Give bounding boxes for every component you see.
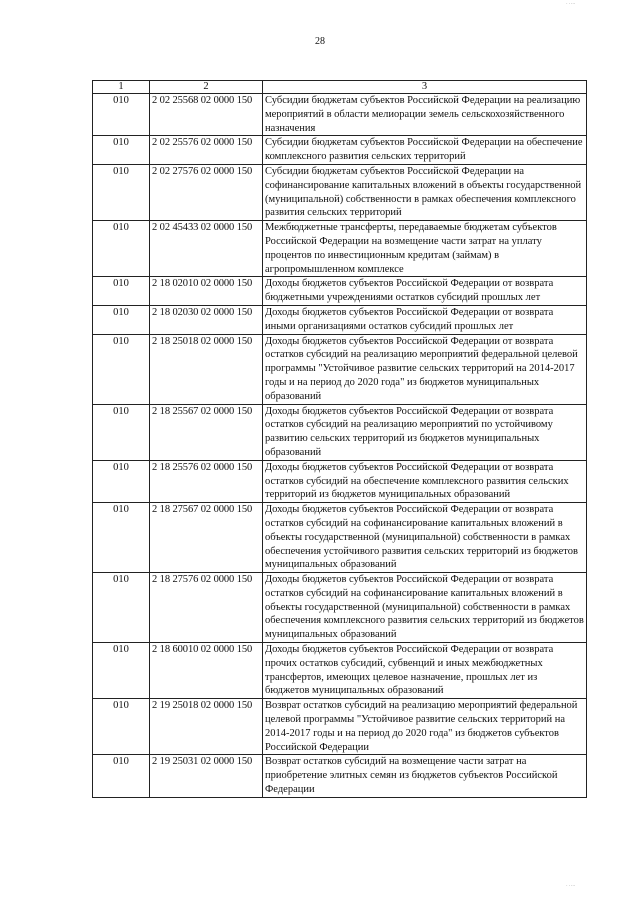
revenue-name-cell: Межбюджетные трансферты, передаваемые бюджетам субъектов Российской Федерации на возмещение части затрат на уплату процентов по инвестиционным кредитам (займам) в агропромышленном комплексе <box>263 221 587 277</box>
table-row <box>93 503 587 573</box>
table-body <box>93 94 587 798</box>
table-row <box>93 164 587 220</box>
table-row <box>93 221 587 277</box>
column-header-2: 2 <box>150 81 263 94</box>
scan-corner-mark-bottom: · ···· <box>566 884 576 889</box>
table-row <box>93 573 587 643</box>
budget-code-cell: 2 18 25018 02 0000 150 <box>150 334 263 404</box>
budget-code-cell: 2 19 25031 02 0000 150 <box>150 755 263 797</box>
column-header-3: 3 <box>263 81 587 94</box>
admin-code-cell: 010 <box>93 221 150 277</box>
table-header-row <box>93 81 587 94</box>
revenue-name-cell: Субсидии бюджетам субъектов Российской Федерации на софинансирование капитальных вложений в объекты государственной (муниципальной) собственности в рамках обеспечения комплексного развития сельских территорий <box>263 164 587 220</box>
budget-code-cell: 2 02 27576 02 0000 150 <box>150 164 263 220</box>
table-row <box>93 334 587 404</box>
budget-code-cell: 2 18 27567 02 0000 150 <box>150 503 263 573</box>
revenue-name-cell: Возврат остатков субсидий на возмещение части затрат на приобретение элитных семян из бюджетов субъектов Российской Федерации <box>263 755 587 797</box>
table-row <box>93 136 587 165</box>
revenue-name-cell: Доходы бюджетов субъектов Российской Федерации от возврата остатков субсидий на софинансирование капитальных вложений в объекты государственной (муниципальной) собственности в рамках обеспечения устойчивого развития сельских территорий из бюджетов муниципальных образований <box>263 503 587 573</box>
revenue-name-cell: Доходы бюджетов субъектов Российской Федерации от возврата остатков субсидий на реализацию мероприятий по устойчивому развитию сельских территорий из бюджетов муниципальных образований <box>263 404 587 460</box>
revenue-name-cell: Субсидии бюджетам субъектов Российской Федерации на реализацию мероприятий в области мелиорации земель сельскохозяйственного назначения <box>263 94 587 136</box>
table-row <box>93 699 587 755</box>
table-row <box>93 305 587 334</box>
admin-code-cell: 010 <box>93 277 150 306</box>
revenue-name-cell: Доходы бюджетов субъектов Российской Федерации от возврата иными организациями остатков субсидий прошлых лет <box>263 305 587 334</box>
revenue-name-cell: Доходы бюджетов субъектов Российской Федерации от возврата остатков субсидий на софинансирование капитальных вложений в объекты государственной (муниципальной) собственности в рамках обеспечения комплексного развития сельских территорий из бюджетов муниципальных образований <box>263 573 587 643</box>
admin-code-cell: 010 <box>93 94 150 136</box>
admin-code-cell: 010 <box>93 460 150 502</box>
budget-code-cell: 2 18 02030 02 0000 150 <box>150 305 263 334</box>
table-row <box>93 460 587 502</box>
column-header-1: 1 <box>93 81 150 94</box>
admin-code-cell: 010 <box>93 334 150 404</box>
admin-code-cell: 010 <box>93 136 150 165</box>
budget-code-cell: 2 18 02010 02 0000 150 <box>150 277 263 306</box>
budget-code-cell: 2 02 25568 02 0000 150 <box>150 94 263 136</box>
revenue-name-cell: Доходы бюджетов субъектов Российской Федерации от возврата остатков субсидий на реализацию мероприятий федеральной целевой программы "Устойчивое развитие сельских территорий на 2014-2017 годы и на период до 2020 года" из бюджетов муниципальных образований <box>263 334 587 404</box>
budget-code-cell: 2 02 45433 02 0000 150 <box>150 221 263 277</box>
table-row <box>93 643 587 699</box>
table-row <box>93 277 587 306</box>
budget-code-cell: 2 18 25567 02 0000 150 <box>150 404 263 460</box>
budget-classification-table <box>92 80 587 798</box>
table-row <box>93 755 587 797</box>
admin-code-cell: 010 <box>93 573 150 643</box>
budget-code-cell: 2 18 25576 02 0000 150 <box>150 460 263 502</box>
admin-code-cell: 010 <box>93 699 150 755</box>
scan-corner-mark-top: · ···· <box>566 2 576 7</box>
admin-code-cell: 010 <box>93 503 150 573</box>
admin-code-cell: 010 <box>93 305 150 334</box>
table-row <box>93 404 587 460</box>
budget-code-cell: 2 19 25018 02 0000 150 <box>150 699 263 755</box>
page-number: 28 <box>315 36 325 47</box>
admin-code-cell: 010 <box>93 643 150 699</box>
revenue-name-cell: Доходы бюджетов субъектов Российской Федерации от возврата прочих остатков субсидий, субвенций и иных межбюджетных трансфертов, имеющих целевое назначение, прошлых лет из бюджетов муниципальных образований <box>263 643 587 699</box>
budget-code-cell: 2 18 60010 02 0000 150 <box>150 643 263 699</box>
revenue-name-cell: Возврат остатков субсидий на реализацию мероприятий федеральной целевой программы "Устойчивое развитие сельских территорий на 2014-2017 годы и на период до 2020 года" из бюджетов субъектов Российской Федерации <box>263 699 587 755</box>
revenue-name-cell: Доходы бюджетов субъектов Российской Федерации от возврата остатков субсидий на обеспечение комплексного развития сельских территорий из бюджетов муниципальных образований <box>263 460 587 502</box>
revenue-name-cell: Доходы бюджетов субъектов Российской Федерации от возврата бюджетными учреждениями остатков субсидий прошлых лет <box>263 277 587 306</box>
budget-code-cell: 2 18 27576 02 0000 150 <box>150 573 263 643</box>
admin-code-cell: 010 <box>93 755 150 797</box>
revenue-name-cell: Субсидии бюджетам субъектов Российской Федерации на обеспечение комплексного развития сельских территорий <box>263 136 587 165</box>
admin-code-cell: 010 <box>93 164 150 220</box>
table-row <box>93 94 587 136</box>
admin-code-cell: 010 <box>93 404 150 460</box>
budget-code-cell: 2 02 25576 02 0000 150 <box>150 136 263 165</box>
